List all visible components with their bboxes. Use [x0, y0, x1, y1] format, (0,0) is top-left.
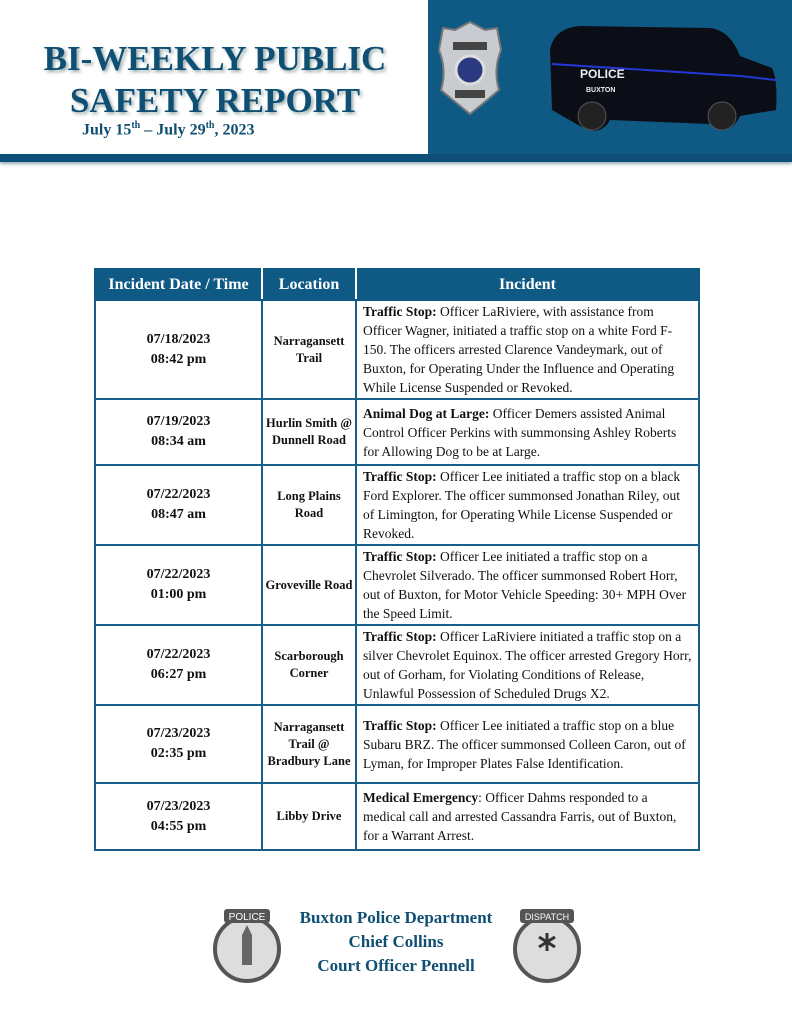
- svg-text:POLICE: POLICE: [580, 67, 625, 81]
- incident-type: Traffic Stop:: [363, 549, 437, 564]
- incident-time: 04:55 pm: [150, 818, 207, 834]
- incident-table: [94, 268, 700, 851]
- incident-type: Traffic Stop:: [363, 469, 437, 484]
- court-officer-name: Court Officer Pennell: [317, 956, 475, 975]
- dispatch-seal-icon: [512, 905, 582, 983]
- incident-description: [356, 300, 699, 399]
- incident-type: Traffic Stop:: [363, 304, 437, 319]
- incident-text: Officer LaRiviere, with assistance from Officer Wagner, initiated a traffic stop on a white Ford F-150. The officers arrested Clarence Vandeymark, out of Buxton, for Operating Under the Influence and Operating While License Suspended or Revoked.: [363, 304, 675, 395]
- incident-datetime: [95, 705, 262, 783]
- table-row: [95, 399, 699, 465]
- incident-date: 07/22/2023: [146, 487, 211, 502]
- svg-text:POLICE: POLICE: [228, 912, 266, 923]
- table-header-row: [95, 269, 699, 300]
- incident-datetime: [95, 399, 262, 465]
- incident-date: 07/18/2023: [146, 331, 211, 347]
- incident-description: [356, 625, 699, 705]
- incident-time: 01:00 pm: [150, 587, 207, 602]
- table-row: [95, 300, 699, 399]
- header-divider: [0, 154, 792, 162]
- incident-date: 07/23/2023: [146, 798, 211, 814]
- table-row: [95, 705, 699, 783]
- incident-location: Groveville Road: [262, 545, 356, 625]
- incident-location: Narragansett Trail @ Bradbury Lane: [262, 705, 356, 783]
- incident-location: Scarborough Corner: [262, 625, 356, 705]
- footer-signature: [285, 906, 507, 978]
- column-header-incident: Incident: [356, 269, 699, 300]
- chief-name: Chief Collins: [348, 932, 444, 951]
- incident-datetime: [95, 545, 262, 625]
- incident-date: 07/22/2023: [146, 647, 211, 662]
- incident-description: [356, 465, 699, 545]
- incident-type: Traffic Stop:: [363, 717, 437, 733]
- table-row: [95, 465, 699, 545]
- incident-text: Officer Demers assisted Animal Control Officer Perkins with summonsing Ashley Roberts for Allowing Dog to be at Large.: [363, 405, 677, 459]
- police-badge-icon: [435, 20, 505, 116]
- incident-text: Officer Lee initiated a traffic stop on a black Ford Explorer. The officer summonsed Jonathan Riley, out of Limington, for Operating While License Suspended or Revoked.: [363, 469, 681, 541]
- title-line-2: SAFETY REPORT: [69, 81, 361, 120]
- report-date-range: July 15th – July 29th, 2023: [82, 120, 255, 139]
- incident-location: Narragansett Trail: [262, 300, 356, 399]
- incident-location: Libby Drive: [262, 783, 356, 850]
- table-row: [95, 545, 699, 625]
- incident-text: Officer Lee initiated a traffic stop on a Chevrolet Silverado. The officer summonsed Robert Horr, out of Buxton, for Motor Vehicle Speeding: 30+ MPH Over the Speed Limit.: [363, 549, 687, 621]
- report-title: [20, 38, 410, 122]
- incident-text: : Officer Dahms responded to a medical call and arrested Cassandra Farris, out of Buxton, for a Warrant Arrest.: [363, 790, 677, 843]
- incident-datetime: [95, 300, 262, 399]
- incident-description: [356, 705, 699, 783]
- incident-description: [356, 783, 699, 850]
- incident-type: Traffic Stop:: [363, 629, 437, 644]
- svg-text:DISPATCH: DISPATCH: [524, 912, 570, 922]
- incident-datetime: [95, 783, 262, 850]
- incident-datetime: [95, 625, 262, 705]
- incident-datetime: [95, 465, 262, 545]
- incident-description: [356, 399, 699, 465]
- incident-text: Officer Lee initiated a traffic stop on a blue Subaru BRZ. The officer summonsed Colleen Caron, out of Lyman, for Improper Plates False Identification.: [363, 717, 686, 771]
- column-header-location: Location: [262, 269, 356, 300]
- incident-time: 08:42 pm: [150, 351, 207, 367]
- police-seal-icon: [212, 905, 282, 983]
- incident-type: Animal Dog at Large:: [363, 405, 490, 421]
- svg-text:BUXTON: BUXTON: [586, 87, 616, 94]
- department-name: Buxton Police Department: [299, 908, 493, 927]
- incident-location: Long Plains Road: [262, 465, 356, 545]
- incident-time: 08:47 am: [151, 507, 206, 522]
- incident-time: 02:35 pm: [150, 746, 207, 761]
- table-row: [95, 783, 699, 850]
- incident-time: 06:27 pm: [150, 667, 207, 682]
- incident-time: 08:34 am: [151, 434, 206, 449]
- title-line-1: BI-WEEKLY PUBLIC: [43, 39, 387, 78]
- table-row: [95, 625, 699, 705]
- incident-type: Medical Emergency: [363, 790, 479, 805]
- incident-description: [356, 545, 699, 625]
- incident-text: Officer LaRiviere initiated a traffic stop on a silver Chevrolet Equinox. The officer arrested Gregory Horr, out of Gorham, for Violating Conditions of Release, Unlawful Possession of Scheduled Drugs X2.: [363, 629, 692, 701]
- incident-date: 07/23/2023: [146, 726, 211, 741]
- incident-date: 07/19/2023: [146, 414, 211, 429]
- incident-date: 07/22/2023: [146, 567, 211, 582]
- incident-location: Hurlin Smith @ Dunnell Road: [262, 399, 356, 465]
- police-car-image: [540, 20, 780, 140]
- column-header-date: Incident Date / Time: [95, 269, 262, 300]
